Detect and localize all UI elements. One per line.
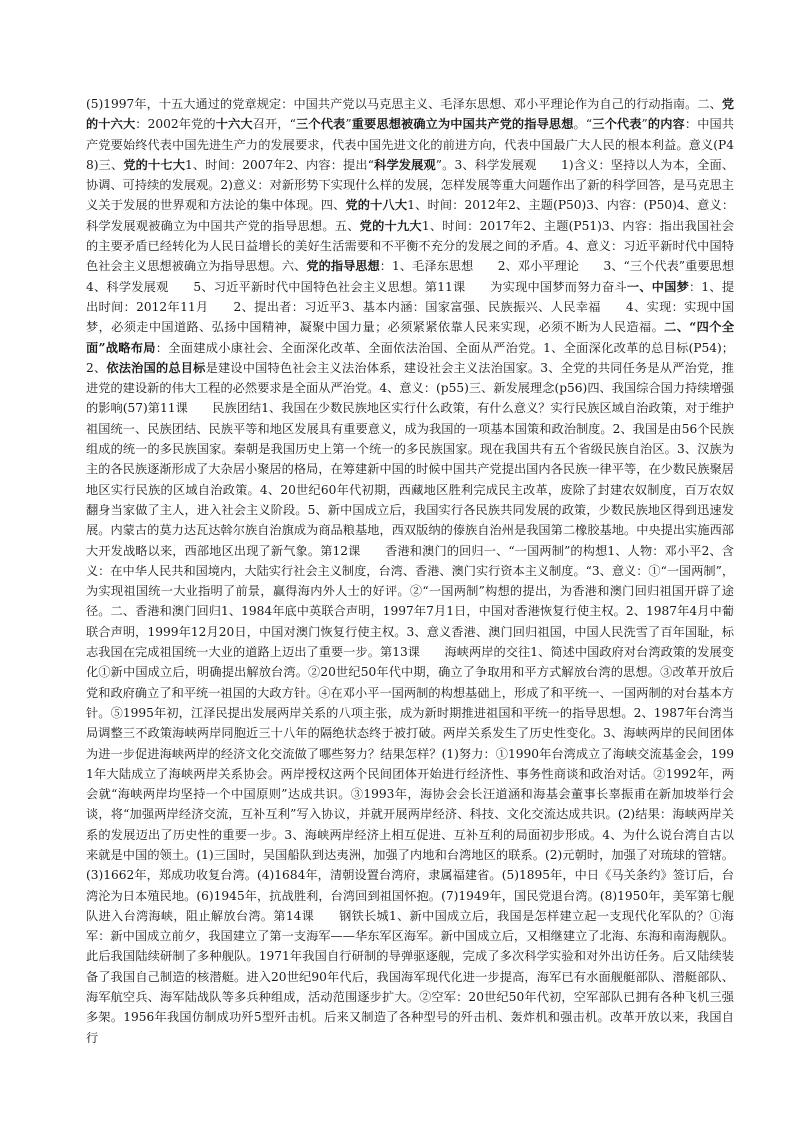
text-run: ：全面建成小康社会、全面深化改革、全面依法治国、全面从严治党。1、全面深化改革的总目标(P54)；2、 <box>86 340 734 375</box>
highlighted-phrase: 三个代表 <box>592 117 642 132</box>
highlighted-phrase: 的内容 <box>647 117 685 132</box>
highlighted-phrase: 一、中国梦 <box>626 279 689 294</box>
text-run: 是建设中国特色社会主义法治体系，建设社会主义法治国家。3、全党的共同任务是从严治党，推进党的建设新的伟大工程的必然要求是全面从严治党。4、意义：(p55)三、新发展理念(p56)四、我国综合国力持续增强的影响(57)第11课 民族团结1、我国在少数民族地区实行什么政策，有什么意义？实行民族区域自治政策，对于维护祖国统一、民族团结、民族平等和地区发展具有重要意义，成为我国的一项基本国策和政治制度。2、我国是由56个民族组成的统一的多民族国家。秦朝是我国历史上第一个统一的多民族国家。现在我国共有五个省级民族自治区。3、汉族为主的各民族逐渐形成了大杂居小聚居的格局，在筹建新中国的时候中国共产党提出国内各民族一律平等，在少数民族聚居地区实行民族的区域自治政策。4、20世纪60年代初期，西藏地区胜利完成民主改革，废除了封建农奴制度，百万农奴翻身当家做了主人，进入社会主义阶段。5、新中国成立后，我国实行各民族共同发展的政策，少数民族地区得到迅速发展。内蒙古的莫力达瓦达斡尔族自治旗成为商品粮基地，西双版纳的傣族自治州是我国第二橡胶基地。中央提出实施西部大开发战略以来，西部地区出现了新气象。第12课 香港和澳门的回归一、“一国两制”的构想1、人物：邓小平2、含义：在中华人民共和国境内，大陆实行社会主义制度，台湾、香港、澳门实行资本主义制度。“3、意义：①“一国两制”，为实现祖国统一大业指明了前景，赢得海内外人士的好评。②“一国两制”构想的提出，为香港和澳门回归祖国开辟了途径。二、香港和澳门回归1、1984年底中英联合声明，1997年7月1日，中国对香港恢复行使主权。2、1987年4月中葡联合声明，1999年12月20日，中国对澳门恢复行使主权。3、意义香港、澳门回归祖国，中国人民洗雪了百年国耻，标志我国在完成祖国统一大业的道路上迈出了重要一步。第13课 海峡两岸的交往1、简述中国政府对台湾政策的发展变化①新中国成立后，明确提出解放台湾。②20世纪50年代中期，确立了争取用和平方式解放台湾的思想。③改革开放后党和政府确立了和平统一祖国的大政方针。④在邓小平一国两制的构想基础上，形成了和平统一、一国两制的对台基本方针。⑤1995年初，江泽民提出发展两岸关系的八项主张，成为新时期推进祖国和平统一的指导思想。2、1987年台湾当局调整三不政策海峡两岸同胞近三十八年的隔绝状态终于被打破。两岸关系发生了历史性变化。3、海峡两岸的民间团体为进一步促进海峡两岸的经济文化交流做了哪些努力？结果怎样？(1)努力：①1990年台湾成立了海峡交流基金会，1991年大陆成立了海峡两岸关系协会。两岸授权这两个民间团体开始进行经济性、事务性商谈和政治对话。②1992年，两会就“海峡两岸均坚持一个中国原则”达成共识。③1993年，海协会会长汪道涵和海基会董事长辜振甫在新加坡举行会谈，将“加强两岸经济交流，互补互利”写入协议，并就开展两岸经济、科技、文化交流达成共识。(2)结果：海峡两岸关系的发展迈出了历史性的重要一步。3、海峡两岸经济上相互促进、互补互利的局面初步形成。4、为什么说台湾自古以来就是中国的领土。(1)三国时，吴国船队到达夷洲，加强了内地和台湾地区的联系。(2)元朝时，加强了对琉球的管辖。(3)1662年，郑成功收复台湾。(4)1684年，清朝设置台湾府，隶属福建省。(5)1895年，中日《马关条约》签订后，台湾沦为日本殖民地。(6)1945年，抗战胜利，台湾回到祖国怀抱。(7)1949年，国民党退台湾。(8)1950年，美军第七舰队进入台湾海峡，阻止解放台湾。第14课 钢铁长城1、新中国成立后，我国是怎样建立起一支现代化军队的？①海军：新中国成立前夕，我国建立了第一支海军——华东军区海军。新中国成立后，又相继建立了北海、东海和南海舰队。此后我国陆续研制了多种舰队。1971年我国自行研制的导弹驱逐舰，完成了多次科学实验和对外出访任务。后又陆续装备了我国自己制造的核潜艇。进入20世纪90年代后，我国海军现代化进一步提高，海军已有水面舰艇部队、潜艇部队、海军航空兵、海军陆战队等多兵种组成，活动范围逐步扩大。②空军：20世纪50年代初，空军部队已拥有各种飞机三强多架。1956年我国仿制成功歼5型歼击机。后来又制造了各种型号的歼击机、轰炸机和强击机。改革开放以来，我国自行 <box>86 360 735 1045</box>
text-run: ” <box>641 117 648 132</box>
text-run: 。“ <box>573 117 593 132</box>
text-run: ” <box>345 117 352 132</box>
document-paragraph <box>86 94 747 1048</box>
highlighted-phrase: 三个代表 <box>295 117 346 132</box>
text-run: ：1、毛泽东思想 2、邓小平理论 3、“三个代表”重要思想 4、科学发展观 5、习近平新时代中国特色社会主义思想。第11课 为实现中国梦而努力奋斗 <box>86 259 747 294</box>
document-body <box>86 94 747 1048</box>
text-run: ：1、提出时间：2012年11月 2、提出者：习近平3、基本内涵：国家富强、民族振兴、人民幸福 4、实现：实现中国梦，必须走中国道路、弘扬中国精神，凝聚中国力量；必须紧紧依靠人民来实现，必须不断为人民造福。 <box>86 279 735 335</box>
text-run: (5)1997年，十五大通过的党章规定：中国共产党以马克思主义、毛泽东思想、邓小平理论作为自己的行动指南。二、 <box>86 97 722 111</box>
highlighted-phrase: 党的十七大 <box>123 157 186 172</box>
text-run: ：2002年党的 <box>135 117 216 132</box>
highlighted-phrase: 党的指导思想 <box>306 259 380 274</box>
text-run: 1、时间：2007年2、内容：提出“ <box>185 157 374 172</box>
highlighted-phrase: 二、“四个全面”战略布局 <box>86 320 735 355</box>
highlighted-phrase: 党的十九大 <box>359 218 422 233</box>
text-run: ”。3、科学发展观 1)含义：坚持以人为本，全面、协调、可持续的发展观。2)意义：对新形势下实现什么样的发展，怎样发展等重大问题作出了新的科学回答，是马克思主义关于发展的世界观和方法论的集中体现。四、 <box>86 157 735 213</box>
highlighted-phrase: 依法治国的总目标 <box>106 360 206 375</box>
text-run: ：中国共产党要始终代表中国先进生产力的发展要求，代表中国先进文化的前进方向，代表中国最广大人民的根本利益。意义(P48)三、 <box>86 117 735 172</box>
text-run: 1、时间：2012年2、主题(P50)3、内容：(P50)4、意义：科学发展观被确立为中国共产党的指导思想。五、 <box>86 198 735 233</box>
highlighted-phrase: 党的十八大 <box>345 198 408 213</box>
highlighted-phrase: 科学发展观 <box>373 157 436 172</box>
highlighted-phrase: 重要思想被确立为中国共产党的指导思想 <box>351 117 574 132</box>
text-run: 1、时间：2017年2、主题(P51)3、内容：指出我国社会的主要矛盾已经转化为人民日益增长的美好生活需要和不平衡不充分的发展之间的矛盾。4、意义：习近平新时代中国特色社会主义思想被确立为指导思想。六、 <box>86 218 735 274</box>
highlighted-phrase: 党的十六大 <box>86 97 734 132</box>
highlighted-phrase: 十六大 <box>215 117 253 132</box>
text-run: 召开，“ <box>252 117 296 132</box>
